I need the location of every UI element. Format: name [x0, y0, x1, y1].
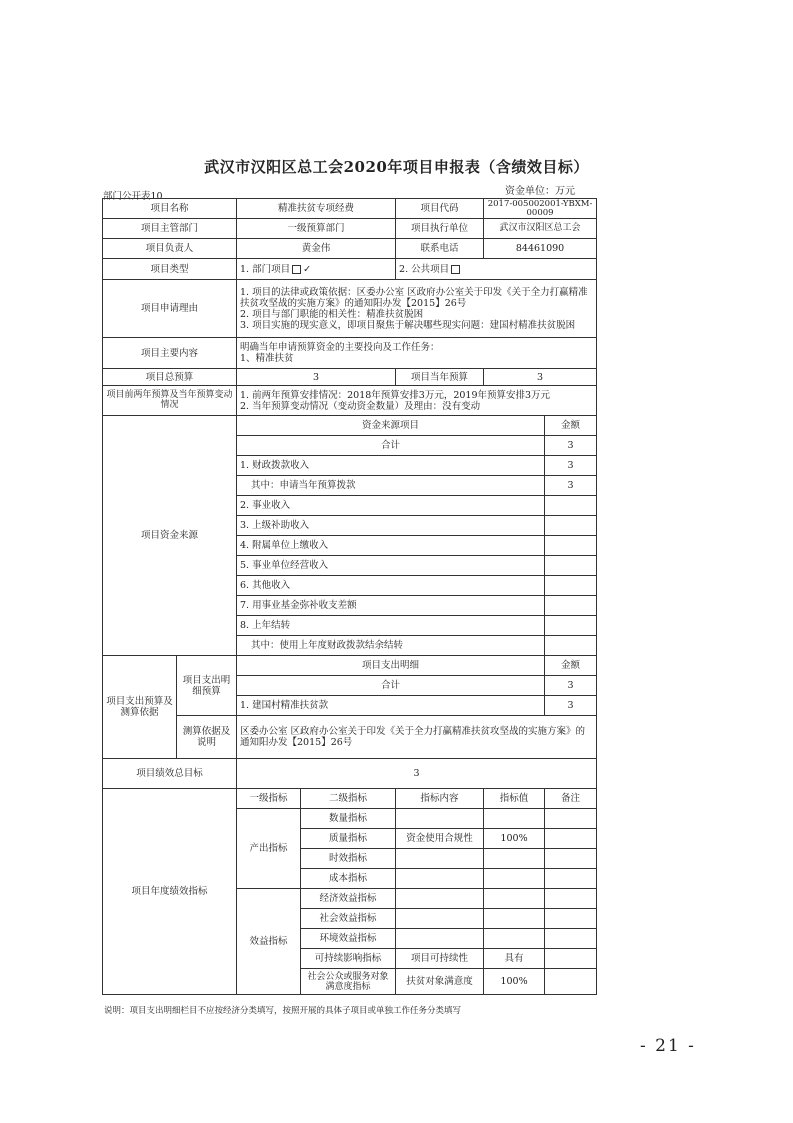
- funding-row: 1. 财政拨款收入: [237, 456, 545, 476]
- reason-line-2: 2. 项目与部门职能的相关性：精准扶贫脱困: [240, 308, 424, 320]
- project-code-value: 2017-005002001-YBXM-00009: [484, 199, 597, 219]
- dept-label: 项目主管部门: [103, 219, 237, 239]
- perf-label: 项目年度绩效指标: [103, 789, 237, 995]
- perf-remark: [545, 909, 597, 929]
- funding-amount: [545, 576, 597, 596]
- perf-value: [484, 869, 545, 889]
- perf-header-remark: 备注: [545, 789, 597, 809]
- funding-row: 7. 用事业基金弥补收支差额: [237, 596, 545, 616]
- funding-row: 4. 附属单位上缴收入: [237, 536, 545, 556]
- perf-header-level1: 一级指标: [237, 789, 301, 809]
- type-option-2-label: 2. 公共项目: [399, 263, 450, 275]
- perf-remark: [545, 829, 597, 849]
- owner-value: 黄金伟: [237, 239, 396, 259]
- project-name-value: 精准扶贫专项经费: [237, 199, 396, 219]
- expense-total-amount: 3: [545, 676, 597, 696]
- funding-amount: [545, 516, 597, 536]
- funding-row: 5. 事业单位经营收入: [237, 556, 545, 576]
- perf-content: 扶贫对象满意度: [396, 969, 484, 995]
- funding-amount-header: 金额: [545, 416, 597, 436]
- perf-value: 100%: [484, 829, 545, 849]
- perf-level2: 可持续影响指标: [301, 949, 396, 969]
- exec-unit-label: 项目执行单位: [396, 219, 484, 239]
- expense-detail-header: 项目支出明细: [237, 656, 545, 676]
- project-type-option-2: [396, 259, 597, 280]
- perf-level2: 数量指标: [301, 809, 396, 829]
- expense-item: 1. 建国村精准扶贫款: [237, 696, 545, 716]
- dept-value: 一级预算部门: [237, 219, 396, 239]
- perf-remark: [545, 869, 597, 889]
- unit-label: 资金单位：万元: [505, 186, 575, 197]
- phone-label: 联系电话: [396, 239, 484, 259]
- funding-row: 其中：使用上年度财政拨款结余结转: [237, 636, 545, 656]
- page-number: - 21 -: [640, 1036, 696, 1056]
- funding-amount: [545, 536, 597, 556]
- expense-amount-header: 金额: [545, 656, 597, 676]
- perf-level2: 社会公众或服务对象满意度指标: [301, 969, 396, 995]
- perf-value: [484, 929, 545, 949]
- owner-label: 项目负责人: [103, 239, 237, 259]
- perf-value: [484, 849, 545, 869]
- expense-total-label: 合计: [237, 676, 545, 696]
- perf-content: [396, 909, 484, 929]
- project-name-label: 项目名称: [103, 199, 237, 219]
- perf-level2: 环境效益指标: [301, 929, 396, 949]
- perf-remark: [545, 969, 597, 995]
- funding-row: 其中：申请当年预算拨款: [237, 476, 545, 496]
- expense-detail-label: 项目支出明细预算: [177, 656, 237, 716]
- funding-amount: [545, 496, 597, 516]
- year-budget-label: 项目当年预算: [396, 369, 484, 386]
- page-title: 武汉市汉阳区总工会2020年项目申报表（含绩效目标）: [204, 158, 589, 176]
- perf-remark: [545, 849, 597, 869]
- reason-value: [237, 280, 597, 338]
- perf-level2: 成本指标: [301, 869, 396, 889]
- perf-level2: 社会效益指标: [301, 909, 396, 929]
- funding-row: 6. 其他收入: [237, 576, 545, 596]
- exec-unit-value: 武汉市汉阳区总工会: [484, 219, 597, 239]
- expense-item-amount: 3: [545, 696, 597, 716]
- perf-content: [396, 889, 484, 909]
- perf-remark: [545, 889, 597, 909]
- perf-value: [484, 889, 545, 909]
- funding-amount: [545, 616, 597, 636]
- project-code-label: 项目代码: [396, 199, 484, 219]
- perf-value: 具有: [484, 949, 545, 969]
- perf-content: [396, 869, 484, 889]
- expense-label: 项目支出预算及测算依据: [103, 656, 177, 759]
- perf-level2: 经济效益指标: [301, 889, 396, 909]
- funding-label: 项目资金来源: [103, 416, 237, 656]
- funding-row: 3. 上级补助收入: [237, 516, 545, 536]
- change-value: [237, 386, 597, 416]
- perf-level2: 时效指标: [301, 849, 396, 869]
- perf-header-content: 指标内容: [396, 789, 484, 809]
- content-line-2: 1、精准扶贫: [240, 353, 294, 364]
- form-number: 部门公开表10: [103, 191, 163, 202]
- content-label: 项目主要内容: [103, 338, 237, 369]
- funding-amount: 3: [545, 476, 597, 496]
- checkbox-icon: [292, 265, 301, 274]
- perf-remark: [545, 809, 597, 829]
- funding-amount: 3: [545, 456, 597, 476]
- checkbox-icon: [451, 265, 460, 274]
- perf-content: 资金使用合规性: [396, 829, 484, 849]
- reason-line-3: 3. 项目实施的现实意义，即项目聚焦于解决哪些现实问题：建国村精准扶贫脱困: [240, 319, 576, 331]
- change-label: 项目前两年预算及当年预算变动情况: [103, 386, 237, 416]
- total-budget-value: 3: [237, 369, 396, 386]
- perf-level2: 质量指标: [301, 829, 396, 849]
- goal-value: 3: [237, 759, 597, 789]
- goal-label: 项目绩效总目标: [103, 759, 237, 789]
- check-mark-icon: ✓: [303, 263, 312, 275]
- content-value: [237, 338, 597, 369]
- funding-amount: [545, 596, 597, 616]
- basis-value: 区委办公室 区政府办公室关于印发《关于全力打赢精准扶贫攻坚战的实施方案》的通知阳办发【2015】26号: [237, 716, 597, 759]
- change-line-2: 2. 当年预算变动情况（变动资金数量）及理由：没有变动: [240, 400, 481, 412]
- phone-value: 84461090: [484, 239, 597, 259]
- perf-value: [484, 809, 545, 829]
- benefit-indicator-label: 效益指标: [237, 889, 301, 995]
- project-type-label: 项目类型: [103, 259, 237, 280]
- perf-value: [484, 909, 545, 929]
- funding-row: 8. 上年结转: [237, 616, 545, 636]
- funding-amount: 3: [545, 436, 597, 456]
- footer-note: 说明：项目支出明细栏目不应按经济分类填写，按照开展的具体子项目或单独工作任务分类填写: [104, 1006, 462, 1016]
- funding-amount: [545, 636, 597, 656]
- funding-row: 合计: [237, 436, 545, 456]
- total-budget-label: 项目总预算: [103, 369, 237, 386]
- reason-line-1: 1. 项目的法律或政策依据：区委办公室 区政府办公室关于印发《关于全力打赢精准扶贫攻坚战的实施方案》的通知阳办发【2015】26号: [240, 286, 588, 309]
- project-type-option-1: [237, 259, 396, 280]
- funding-amount: [545, 556, 597, 576]
- content-line-1: 明确当年申请预算资金的主要投向及工作任务：: [240, 342, 440, 353]
- funding-source-header: 资金来源项目: [237, 416, 545, 436]
- perf-content: 项目可持续性: [396, 949, 484, 969]
- type-option-1-label: 1. 部门项目: [240, 263, 291, 275]
- perf-content: [396, 849, 484, 869]
- perf-value: 100%: [484, 969, 545, 995]
- perf-content: [396, 929, 484, 949]
- basis-label: 测算依据及说明: [177, 716, 237, 759]
- change-line-1: 1. 前两年预算安排情况：2018年预算安排3万元，2019年预算安排3万元: [240, 389, 551, 401]
- reason-label: 项目申请理由: [103, 280, 237, 338]
- project-form-table: [102, 198, 597, 995]
- perf-content: [396, 809, 484, 829]
- funding-row: 2. 事业收入: [237, 496, 545, 516]
- perf-remark: [545, 929, 597, 949]
- year-budget-value: 3: [484, 369, 597, 386]
- perf-header-value: 指标值: [484, 789, 545, 809]
- perf-header-level2: 二级指标: [301, 789, 396, 809]
- perf-remark: [545, 949, 597, 969]
- output-indicator-label: 产出指标: [237, 809, 301, 889]
